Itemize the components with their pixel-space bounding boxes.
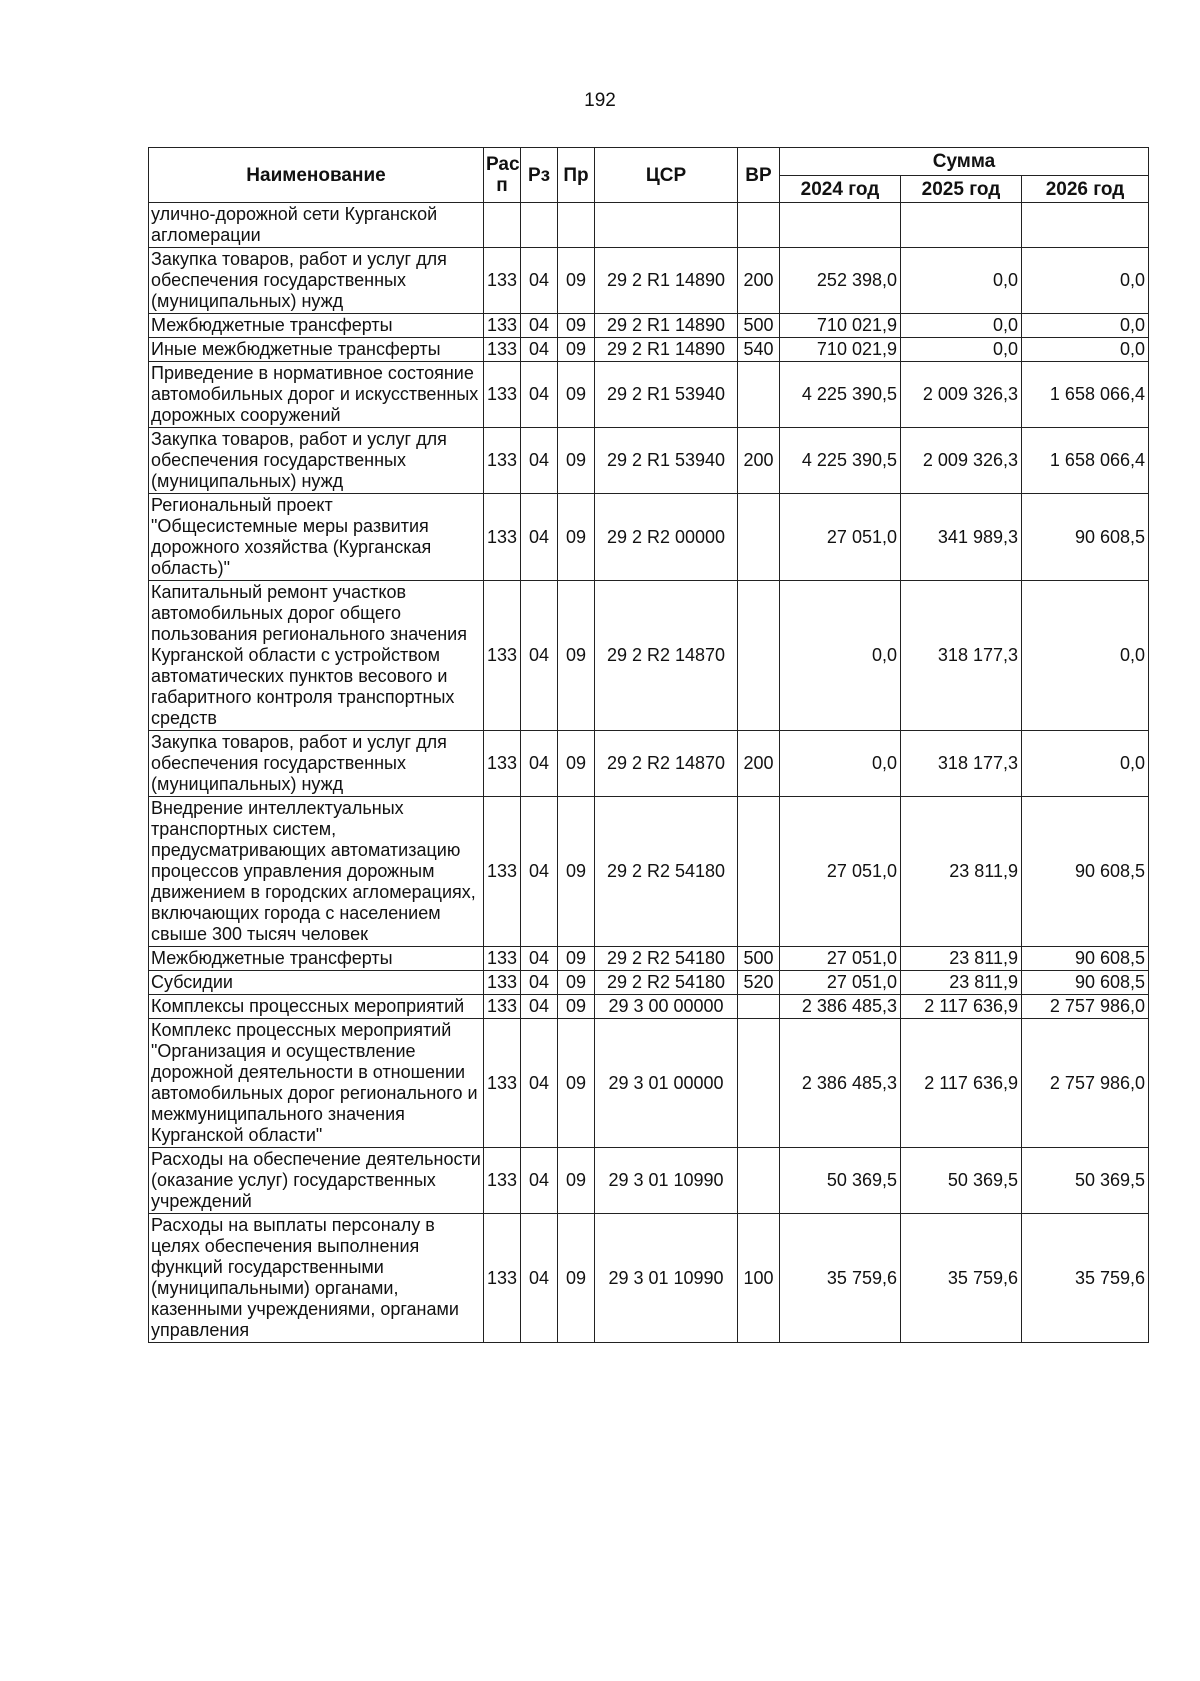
row-vr xyxy=(738,494,780,581)
row-rz: 04 xyxy=(521,995,558,1019)
row-rz: 04 xyxy=(521,971,558,995)
row-sum-2026: 0,0 xyxy=(1022,581,1149,731)
row-name: Приведение в нормативное состояние автомобильных дорог и искусственных дорожных сооружений xyxy=(149,362,484,428)
row-csr: 29 2 R2 00000 xyxy=(595,494,738,581)
row-rz: 04 xyxy=(521,581,558,731)
row-pr: 09 xyxy=(558,494,595,581)
row-rz: 04 xyxy=(521,362,558,428)
row-rasp: 133 xyxy=(484,971,521,995)
row-sum-2024: 4 225 390,5 xyxy=(780,428,901,494)
row-rz: 04 xyxy=(521,428,558,494)
row-sum-2025: 2 009 326,3 xyxy=(901,428,1022,494)
table-row xyxy=(149,971,1149,995)
row-vr: 500 xyxy=(738,947,780,971)
table-row xyxy=(149,494,1149,581)
row-name: Расходы на выплаты персоналу в целях обеспечения выполнения функций государственными (муниципальными) органами, казенными учреждениями, органами управления xyxy=(149,1214,484,1343)
row-sum-2025: 23 811,9 xyxy=(901,797,1022,947)
row-vr xyxy=(738,362,780,428)
row-rz: 04 xyxy=(521,314,558,338)
row-vr: 200 xyxy=(738,731,780,797)
row-vr xyxy=(738,1019,780,1148)
row-rz: 04 xyxy=(521,731,558,797)
row-sum-2025: 35 759,6 xyxy=(901,1214,1022,1343)
row-sum-2024: 35 759,6 xyxy=(780,1214,901,1343)
row-rasp: 133 xyxy=(484,731,521,797)
row-rasp: 133 xyxy=(484,581,521,731)
row-rz: 04 xyxy=(521,947,558,971)
row-sum-2025: 23 811,9 xyxy=(901,947,1022,971)
table-row xyxy=(149,947,1149,971)
row-rasp: 133 xyxy=(484,1148,521,1214)
header-year-2026: 2026 год xyxy=(1022,176,1149,203)
row-rasp: 133 xyxy=(484,797,521,947)
row-rz: 04 xyxy=(521,797,558,947)
row-csr: 29 2 R1 14890 xyxy=(595,248,738,314)
row-sum-2026: 0,0 xyxy=(1022,248,1149,314)
row-vr: 200 xyxy=(738,248,780,314)
header-vr: ВР xyxy=(738,148,780,203)
row-name: Закупка товаров, работ и услуг для обеспечения государственных (муниципальных) нужд xyxy=(149,428,484,494)
row-csr: 29 2 R1 53940 xyxy=(595,428,738,494)
row-sum-2024: 710 021,9 xyxy=(780,314,901,338)
row-sum-2025: 318 177,3 xyxy=(901,731,1022,797)
row-sum-2024: 27 051,0 xyxy=(780,971,901,995)
row-sum-2024: 2 386 485,3 xyxy=(780,1019,901,1148)
row-pr: 09 xyxy=(558,248,595,314)
row-sum-2026: 90 608,5 xyxy=(1022,947,1149,971)
row-rasp: 133 xyxy=(484,947,521,971)
row-sum-2026: 0,0 xyxy=(1022,731,1149,797)
row-sum-2024: 0,0 xyxy=(780,581,901,731)
table-row xyxy=(149,203,1149,248)
row-pr: 09 xyxy=(558,1214,595,1343)
row-csr: 29 2 R2 54180 xyxy=(595,971,738,995)
row-csr: 29 3 00 00000 xyxy=(595,995,738,1019)
row-sum-2024: 710 021,9 xyxy=(780,338,901,362)
row-rz: 04 xyxy=(521,494,558,581)
row-rasp xyxy=(484,203,521,248)
row-sum-2026 xyxy=(1022,203,1149,248)
row-rasp: 133 xyxy=(484,314,521,338)
row-name: Субсидии xyxy=(149,971,484,995)
row-sum-2024: 27 051,0 xyxy=(780,797,901,947)
row-sum-2026: 2 757 986,0 xyxy=(1022,995,1149,1019)
row-vr: 200 xyxy=(738,428,780,494)
row-sum-2024: 27 051,0 xyxy=(780,947,901,971)
row-sum-2026: 35 759,6 xyxy=(1022,1214,1149,1343)
row-sum-2026: 1 658 066,4 xyxy=(1022,362,1149,428)
table-row xyxy=(149,428,1149,494)
row-name: Комплекс процессных мероприятий "Организация и осуществление дорожной деятельности в отношении автомобильных дорог регионального и межмуниципального значения Курганской области" xyxy=(149,1019,484,1148)
row-pr: 09 xyxy=(558,1019,595,1148)
row-name: Межбюджетные трансферты xyxy=(149,947,484,971)
header-rasp: Рас п xyxy=(484,148,521,203)
row-name: Региональный проект "Общесистемные меры развития дорожного хозяйства (Курганская область)" xyxy=(149,494,484,581)
row-csr: 29 2 R2 14870 xyxy=(595,731,738,797)
row-pr: 09 xyxy=(558,1148,595,1214)
header-csr: ЦСР xyxy=(595,148,738,203)
row-name: Капитальный ремонт участков автомобильных дорог общего пользования регионального значения Курганской области с устройством автоматических пунктов весового и габаритного контроля транспортных средств xyxy=(149,581,484,731)
row-rasp: 133 xyxy=(484,338,521,362)
row-name: Закупка товаров, работ и услуг для обеспечения государственных (муниципальных) нужд xyxy=(149,731,484,797)
header-rz: Рз xyxy=(521,148,558,203)
row-vr xyxy=(738,1148,780,1214)
row-sum-2024: 50 369,5 xyxy=(780,1148,901,1214)
row-vr xyxy=(738,995,780,1019)
row-csr xyxy=(595,203,738,248)
table-row xyxy=(149,581,1149,731)
table-row xyxy=(149,338,1149,362)
row-name: Внедрение интеллектуальных транспортных систем, предусматривающих автоматизацию процессов управления дорожным движением в городских агломерациях, включающих города с населением свыше 300 тысяч человек xyxy=(149,797,484,947)
row-vr: 100 xyxy=(738,1214,780,1343)
header-sum: Сумма xyxy=(780,148,1149,176)
row-rasp: 133 xyxy=(484,1214,521,1343)
row-csr: 29 3 01 10990 xyxy=(595,1148,738,1214)
row-pr: 09 xyxy=(558,947,595,971)
header-year-2024: 2024 год xyxy=(780,176,901,203)
table-row xyxy=(149,1148,1149,1214)
row-sum-2025 xyxy=(901,203,1022,248)
row-sum-2024: 27 051,0 xyxy=(780,494,901,581)
table-row xyxy=(149,314,1149,338)
row-pr: 09 xyxy=(558,995,595,1019)
table-body xyxy=(149,203,1149,1343)
row-sum-2025: 0,0 xyxy=(901,314,1022,338)
row-sum-2026: 90 608,5 xyxy=(1022,494,1149,581)
row-sum-2024: 252 398,0 xyxy=(780,248,901,314)
row-sum-2025: 0,0 xyxy=(901,338,1022,362)
row-rasp: 133 xyxy=(484,248,521,314)
row-rz xyxy=(521,203,558,248)
row-vr: 520 xyxy=(738,971,780,995)
row-sum-2026: 1 658 066,4 xyxy=(1022,428,1149,494)
row-name: Иные межбюджетные трансферты xyxy=(149,338,484,362)
row-sum-2024: 2 386 485,3 xyxy=(780,995,901,1019)
row-pr: 09 xyxy=(558,581,595,731)
row-sum-2025: 341 989,3 xyxy=(901,494,1022,581)
row-sum-2024: 0,0 xyxy=(780,731,901,797)
row-sum-2025: 318 177,3 xyxy=(901,581,1022,731)
row-sum-2025: 50 369,5 xyxy=(901,1148,1022,1214)
row-vr: 540 xyxy=(738,338,780,362)
row-rasp: 133 xyxy=(484,995,521,1019)
row-sum-2026: 0,0 xyxy=(1022,314,1149,338)
header-year-2025: 2025 год xyxy=(901,176,1022,203)
row-csr: 29 2 R2 54180 xyxy=(595,797,738,947)
row-name: Закупка товаров, работ и услуг для обеспечения государственных (муниципальных) нужд xyxy=(149,248,484,314)
row-csr: 29 3 01 10990 xyxy=(595,1214,738,1343)
row-pr: 09 xyxy=(558,797,595,947)
page-number: 192 xyxy=(584,90,616,111)
table-row xyxy=(149,1019,1149,1148)
row-rasp: 133 xyxy=(484,362,521,428)
row-sum-2025: 2 117 636,9 xyxy=(901,1019,1022,1148)
header-pr: Пр xyxy=(558,148,595,203)
row-pr: 09 xyxy=(558,314,595,338)
row-sum-2026: 90 608,5 xyxy=(1022,797,1149,947)
budget-table xyxy=(148,147,1149,1343)
table-row xyxy=(149,248,1149,314)
row-rz: 04 xyxy=(521,1214,558,1343)
row-vr xyxy=(738,797,780,947)
row-csr: 29 2 R1 14890 xyxy=(595,338,738,362)
row-vr: 500 xyxy=(738,314,780,338)
row-sum-2025: 2 009 326,3 xyxy=(901,362,1022,428)
row-vr xyxy=(738,203,780,248)
row-rz: 04 xyxy=(521,248,558,314)
row-csr: 29 2 R1 14890 xyxy=(595,314,738,338)
row-pr: 09 xyxy=(558,731,595,797)
row-sum-2025: 2 117 636,9 xyxy=(901,995,1022,1019)
row-sum-2026: 50 369,5 xyxy=(1022,1148,1149,1214)
row-csr: 29 2 R2 14870 xyxy=(595,581,738,731)
row-pr: 09 xyxy=(558,338,595,362)
row-rz: 04 xyxy=(521,338,558,362)
row-sum-2025: 0,0 xyxy=(901,248,1022,314)
row-rasp: 133 xyxy=(484,428,521,494)
row-pr xyxy=(558,203,595,248)
table-row xyxy=(149,995,1149,1019)
row-csr: 29 2 R2 54180 xyxy=(595,947,738,971)
table-row xyxy=(149,797,1149,947)
row-sum-2026: 0,0 xyxy=(1022,338,1149,362)
row-csr: 29 3 01 00000 xyxy=(595,1019,738,1148)
row-pr: 09 xyxy=(558,428,595,494)
row-sum-2025: 23 811,9 xyxy=(901,971,1022,995)
table-row xyxy=(149,731,1149,797)
row-name: улично-дорожной сети Курганской агломерации xyxy=(149,203,484,248)
row-pr: 09 xyxy=(558,362,595,428)
header-name: Наименование xyxy=(149,148,484,203)
row-vr xyxy=(738,581,780,731)
row-csr: 29 2 R1 53940 xyxy=(595,362,738,428)
table-row xyxy=(149,362,1149,428)
row-rasp: 133 xyxy=(484,1019,521,1148)
row-name: Межбюджетные трансферты xyxy=(149,314,484,338)
row-sum-2024 xyxy=(780,203,901,248)
row-rz: 04 xyxy=(521,1019,558,1148)
row-sum-2026: 90 608,5 xyxy=(1022,971,1149,995)
row-rasp: 133 xyxy=(484,494,521,581)
row-name: Комплексы процессных мероприятий xyxy=(149,995,484,1019)
row-name: Расходы на обеспечение деятельности (оказание услуг) государственных учреждений xyxy=(149,1148,484,1214)
table-header xyxy=(149,148,1149,203)
row-pr: 09 xyxy=(558,971,595,995)
row-sum-2024: 4 225 390,5 xyxy=(780,362,901,428)
table-row xyxy=(149,1214,1149,1343)
row-rz: 04 xyxy=(521,1148,558,1214)
row-sum-2026: 2 757 986,0 xyxy=(1022,1019,1149,1148)
